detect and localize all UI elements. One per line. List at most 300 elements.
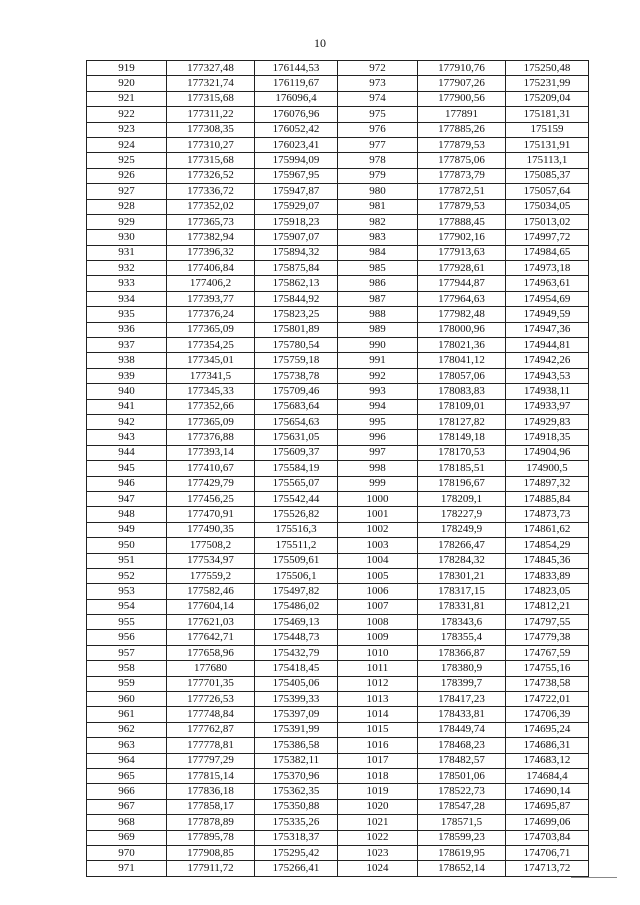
point-number-cell: 984 [338,245,418,260]
y-coordinate-cell: 175823,25 [255,307,338,322]
point-number-cell: 956 [87,630,167,645]
x-coordinate-cell: 177762,87 [167,722,255,737]
x-coordinate-cell: 178301,21 [418,568,506,583]
point-number-cell: 1021 [338,815,418,830]
point-number-cell: 996 [338,430,418,445]
y-coordinate-cell: 175181,31 [506,107,589,122]
y-coordinate-cell: 175386,58 [255,738,338,753]
x-coordinate-cell: 178599,23 [418,830,506,845]
y-coordinate-cell: 176119,67 [255,76,338,91]
point-number-cell: 1000 [338,491,418,506]
x-coordinate-cell: 177470,91 [167,507,255,522]
table-row [87,61,589,76]
y-coordinate-cell: 175057,64 [506,184,589,199]
y-coordinate-cell: 174703,84 [506,830,589,845]
y-coordinate-cell: 175370,96 [255,768,338,783]
x-coordinate-cell: 177336,72 [167,184,255,199]
x-coordinate-cell: 177321,74 [167,76,255,91]
point-number-cell: 965 [87,768,167,783]
y-coordinate-cell: 174690,14 [506,784,589,799]
y-coordinate-cell: 175405,06 [255,676,338,691]
x-coordinate-cell: 177895,78 [167,830,255,845]
x-coordinate-cell: 178083,83 [418,384,506,399]
point-number-cell: 920 [87,76,167,91]
x-coordinate-cell: 177885,26 [418,122,506,137]
y-coordinate-cell: 175318,37 [255,830,338,845]
x-coordinate-cell: 177964,63 [418,291,506,306]
point-number-cell: 931 [87,245,167,260]
point-number-cell: 953 [87,584,167,599]
y-coordinate-cell: 175918,23 [255,214,338,229]
point-number-cell: 966 [87,784,167,799]
y-coordinate-cell: 174779,38 [506,630,589,645]
x-coordinate-cell: 177910,76 [418,61,506,76]
coordinates-table-body [87,61,589,877]
x-coordinate-cell: 178196,67 [418,476,506,491]
x-coordinate-cell: 178331,81 [418,599,506,614]
y-coordinate-cell: 174929,83 [506,414,589,429]
point-number-cell: 954 [87,599,167,614]
y-coordinate-cell: 174938,11 [506,384,589,399]
x-coordinate-cell: 178127,82 [418,414,506,429]
table-row [87,830,589,845]
y-coordinate-cell: 175391,99 [255,722,338,737]
point-number-cell: 943 [87,430,167,445]
point-number-cell: 939 [87,368,167,383]
y-coordinate-cell: 174845,36 [506,553,589,568]
table-row [87,107,589,122]
point-number-cell: 1018 [338,768,418,783]
x-coordinate-cell: 177396,32 [167,245,255,260]
y-coordinate-cell: 174954,69 [506,291,589,306]
point-number-cell: 988 [338,307,418,322]
table-row [87,214,589,229]
point-number-cell: 979 [338,168,418,183]
x-coordinate-cell: 177490,35 [167,522,255,537]
y-coordinate-cell: 175159 [506,122,589,137]
point-number-cell: 987 [338,291,418,306]
point-number-cell: 936 [87,322,167,337]
point-number-cell: 958 [87,661,167,676]
y-coordinate-cell: 174686,31 [506,738,589,753]
point-number-cell: 952 [87,568,167,583]
point-number-cell: 1004 [338,553,418,568]
table-row [87,399,589,414]
point-number-cell: 960 [87,692,167,707]
x-coordinate-cell: 177913,63 [418,245,506,260]
x-coordinate-cell: 178227,9 [418,507,506,522]
point-number-cell: 944 [87,445,167,460]
x-coordinate-cell: 178209,1 [418,491,506,506]
x-coordinate-cell: 178433,81 [418,707,506,722]
y-coordinate-cell: 175382,11 [255,753,338,768]
point-number-cell: 976 [338,122,418,137]
x-coordinate-cell: 177410,67 [167,461,255,476]
table-row [87,384,589,399]
x-coordinate-cell: 177393,14 [167,445,255,460]
x-coordinate-cell: 177875,06 [418,153,506,168]
y-coordinate-cell: 175013,02 [506,214,589,229]
point-number-cell: 978 [338,153,418,168]
y-coordinate-cell: 175335,26 [255,815,338,830]
x-coordinate-cell: 177797,29 [167,753,255,768]
footer-rule [571,877,617,878]
x-coordinate-cell: 177836,18 [167,784,255,799]
y-coordinate-cell: 174984,65 [506,245,589,260]
point-number-cell: 998 [338,461,418,476]
x-coordinate-cell: 178041,12 [418,353,506,368]
x-coordinate-cell: 178170,53 [418,445,506,460]
x-coordinate-cell: 177345,33 [167,384,255,399]
x-coordinate-cell: 178185,51 [418,461,506,476]
table-row [87,538,589,553]
table-row [87,414,589,429]
x-coordinate-cell: 177604,14 [167,599,255,614]
y-coordinate-cell: 175516,3 [255,522,338,537]
point-number-cell: 968 [87,815,167,830]
point-number-cell: 1006 [338,584,418,599]
table-row [87,245,589,260]
table-row [87,353,589,368]
x-coordinate-cell: 177879,53 [418,137,506,152]
x-coordinate-cell: 177352,66 [167,399,255,414]
table-row [87,815,589,830]
y-coordinate-cell: 175397,09 [255,707,338,722]
point-number-cell: 961 [87,707,167,722]
x-coordinate-cell: 178284,32 [418,553,506,568]
y-coordinate-cell: 175844,92 [255,291,338,306]
y-coordinate-cell: 175526,82 [255,507,338,522]
x-coordinate-cell: 177726,53 [167,692,255,707]
y-coordinate-cell: 175469,13 [255,615,338,630]
y-coordinate-cell: 176076,96 [255,107,338,122]
table-row [87,768,589,783]
y-coordinate-cell: 175266,41 [255,861,338,876]
table-row [87,261,589,276]
point-number-cell: 993 [338,384,418,399]
point-number-cell: 923 [87,122,167,137]
point-number-cell: 1012 [338,676,418,691]
x-coordinate-cell: 177393,77 [167,291,255,306]
x-coordinate-cell: 177908,85 [167,845,255,860]
x-coordinate-cell: 177872,51 [418,184,506,199]
table-row [87,707,589,722]
x-coordinate-cell: 178522,73 [418,784,506,799]
x-coordinate-cell: 177406,84 [167,261,255,276]
y-coordinate-cell: 175801,89 [255,322,338,337]
x-coordinate-cell: 178501,06 [418,768,506,783]
point-number-cell: 972 [338,61,418,76]
y-coordinate-cell: 174933,97 [506,399,589,414]
x-coordinate-cell: 177944,87 [418,276,506,291]
point-number-cell: 919 [87,61,167,76]
x-coordinate-cell: 177982,48 [418,307,506,322]
y-coordinate-cell: 175654,63 [255,414,338,429]
point-number-cell: 970 [87,845,167,860]
point-number-cell: 1009 [338,630,418,645]
y-coordinate-cell: 174684,4 [506,768,589,783]
point-number-cell: 1011 [338,661,418,676]
y-coordinate-cell: 175759,18 [255,353,338,368]
y-coordinate-cell: 175506,1 [255,568,338,583]
point-number-cell: 962 [87,722,167,737]
point-number-cell: 1002 [338,522,418,537]
point-number-cell: 951 [87,553,167,568]
x-coordinate-cell: 177559,2 [167,568,255,583]
y-coordinate-cell: 175511,2 [255,538,338,553]
point-number-cell: 1020 [338,799,418,814]
x-coordinate-cell: 178380,9 [418,661,506,676]
point-number-cell: 925 [87,153,167,168]
y-coordinate-cell: 175509,61 [255,553,338,568]
point-number-cell: 967 [87,799,167,814]
y-coordinate-cell: 174897,32 [506,476,589,491]
table-row [87,753,589,768]
y-coordinate-cell: 175131,91 [506,137,589,152]
table-row [87,430,589,445]
x-coordinate-cell: 177327,48 [167,61,255,76]
point-number-cell: 1024 [338,861,418,876]
x-coordinate-cell: 177858,17 [167,799,255,814]
y-coordinate-cell: 174706,71 [506,845,589,860]
x-coordinate-cell: 178021,36 [418,338,506,353]
point-number-cell: 973 [338,76,418,91]
point-number-cell: 1008 [338,615,418,630]
y-coordinate-cell: 174854,29 [506,538,589,553]
y-coordinate-cell: 175875,84 [255,261,338,276]
point-number-cell: 983 [338,230,418,245]
point-number-cell: 1001 [338,507,418,522]
table-row [87,461,589,476]
x-coordinate-cell: 177382,94 [167,230,255,245]
point-number-cell: 991 [338,353,418,368]
y-coordinate-cell: 175994,09 [255,153,338,168]
y-coordinate-cell: 175683,64 [255,399,338,414]
table-row [87,599,589,614]
x-coordinate-cell: 177365,09 [167,322,255,337]
x-coordinate-cell: 178652,14 [418,861,506,876]
point-number-cell: 981 [338,199,418,214]
x-coordinate-cell: 177365,73 [167,214,255,229]
x-coordinate-cell: 177376,24 [167,307,255,322]
y-coordinate-cell: 174812,21 [506,599,589,614]
point-number-cell: 932 [87,261,167,276]
x-coordinate-cell: 177873,79 [418,168,506,183]
x-coordinate-cell: 177365,09 [167,414,255,429]
x-coordinate-cell: 177911,72 [167,861,255,876]
point-number-cell: 986 [338,276,418,291]
x-coordinate-cell: 177879,53 [418,199,506,214]
y-coordinate-cell: 175584,19 [255,461,338,476]
x-coordinate-cell: 177315,68 [167,153,255,168]
table-row [87,445,589,460]
table-row [87,199,589,214]
y-coordinate-cell: 175631,05 [255,430,338,445]
point-number-cell: 927 [87,184,167,199]
y-coordinate-cell: 174949,59 [506,307,589,322]
y-coordinate-cell: 175929,07 [255,199,338,214]
point-number-cell: 980 [338,184,418,199]
point-number-cell: 933 [87,276,167,291]
y-coordinate-cell: 174722,01 [506,692,589,707]
x-coordinate-cell: 177902,16 [418,230,506,245]
table-row [87,584,589,599]
point-number-cell: 937 [87,338,167,353]
table-row [87,615,589,630]
y-coordinate-cell: 174873,73 [506,507,589,522]
table-row [87,338,589,353]
table-row [87,676,589,691]
y-coordinate-cell: 175738,78 [255,368,338,383]
x-coordinate-cell: 178057,06 [418,368,506,383]
y-coordinate-cell: 174904,96 [506,445,589,460]
y-coordinate-cell: 175947,87 [255,184,338,199]
y-coordinate-cell: 174767,59 [506,645,589,660]
y-coordinate-cell: 174713,72 [506,861,589,876]
point-number-cell: 935 [87,307,167,322]
x-coordinate-cell: 177582,46 [167,584,255,599]
x-coordinate-cell: 177778,81 [167,738,255,753]
point-number-cell: 963 [87,738,167,753]
y-coordinate-cell: 174797,55 [506,615,589,630]
x-coordinate-cell: 178547,28 [418,799,506,814]
point-number-cell: 1015 [338,722,418,737]
x-coordinate-cell: 177376,88 [167,430,255,445]
point-number-cell: 1003 [338,538,418,553]
x-coordinate-cell: 178266,47 [418,538,506,553]
x-coordinate-cell: 178343,6 [418,615,506,630]
point-number-cell: 1007 [338,599,418,614]
x-coordinate-cell: 177658,96 [167,645,255,660]
table-row [87,661,589,676]
x-coordinate-cell: 178417,23 [418,692,506,707]
table-row [87,137,589,152]
x-coordinate-cell: 178366,87 [418,645,506,660]
point-number-cell: 995 [338,414,418,429]
table-row [87,568,589,583]
y-coordinate-cell: 174833,89 [506,568,589,583]
point-number-cell: 977 [338,137,418,152]
y-coordinate-cell: 174738,58 [506,676,589,691]
x-coordinate-cell: 177928,61 [418,261,506,276]
table-row [87,522,589,537]
point-number-cell: 942 [87,414,167,429]
y-coordinate-cell: 174683,12 [506,753,589,768]
y-coordinate-cell: 175497,82 [255,584,338,599]
x-coordinate-cell: 177748,84 [167,707,255,722]
x-coordinate-cell: 177891 [418,107,506,122]
y-coordinate-cell: 175350,88 [255,799,338,814]
x-coordinate-cell: 177900,56 [418,91,506,106]
x-coordinate-cell: 178482,57 [418,753,506,768]
x-coordinate-cell: 177315,68 [167,91,255,106]
table-row [87,276,589,291]
y-coordinate-cell: 175565,07 [255,476,338,491]
y-coordinate-cell: 174861,62 [506,522,589,537]
table-row [87,845,589,860]
table-row [87,645,589,660]
y-coordinate-cell: 174963,61 [506,276,589,291]
y-coordinate-cell: 175709,46 [255,384,338,399]
y-coordinate-cell: 174997,72 [506,230,589,245]
x-coordinate-cell: 177888,45 [418,214,506,229]
y-coordinate-cell: 176144,53 [255,61,338,76]
x-coordinate-cell: 177878,89 [167,815,255,830]
point-number-cell: 946 [87,476,167,491]
y-coordinate-cell: 174823,05 [506,584,589,599]
table-row [87,491,589,506]
x-coordinate-cell: 177534,97 [167,553,255,568]
point-number-cell: 934 [87,291,167,306]
x-coordinate-cell: 177642,71 [167,630,255,645]
y-coordinate-cell: 174755,16 [506,661,589,676]
y-coordinate-cell: 175295,42 [255,845,338,860]
point-number-cell: 999 [338,476,418,491]
point-number-cell: 941 [87,399,167,414]
point-number-cell: 964 [87,753,167,768]
table-row [87,122,589,137]
point-number-cell: 969 [87,830,167,845]
x-coordinate-cell: 178571,5 [418,815,506,830]
y-coordinate-cell: 174943,53 [506,368,589,383]
y-coordinate-cell: 174695,24 [506,722,589,737]
y-coordinate-cell: 175250,48 [506,61,589,76]
point-number-cell: 940 [87,384,167,399]
point-number-cell: 985 [338,261,418,276]
point-number-cell: 945 [87,461,167,476]
point-number-cell: 989 [338,322,418,337]
table-row [87,168,589,183]
point-number-cell: 1023 [338,845,418,860]
y-coordinate-cell: 175209,04 [506,91,589,106]
point-number-cell: 990 [338,338,418,353]
coordinates-table [86,60,589,877]
y-coordinate-cell: 174973,18 [506,261,589,276]
x-coordinate-cell: 177326,52 [167,168,255,183]
y-coordinate-cell: 175113,1 [506,153,589,168]
y-coordinate-cell: 175894,32 [255,245,338,260]
point-number-cell: 957 [87,645,167,660]
point-number-cell: 1014 [338,707,418,722]
x-coordinate-cell: 177311,22 [167,107,255,122]
table-row [87,799,589,814]
table-row [87,861,589,876]
point-number-cell: 997 [338,445,418,460]
y-coordinate-cell: 175362,35 [255,784,338,799]
y-coordinate-cell: 175085,37 [506,168,589,183]
x-coordinate-cell: 178149,18 [418,430,506,445]
y-coordinate-cell: 175862,13 [255,276,338,291]
table-row [87,307,589,322]
table-row [87,692,589,707]
y-coordinate-cell: 175418,45 [255,661,338,676]
point-number-cell: 1013 [338,692,418,707]
x-coordinate-cell: 178317,15 [418,584,506,599]
point-number-cell: 959 [87,676,167,691]
point-number-cell: 994 [338,399,418,414]
point-number-cell: 950 [87,538,167,553]
y-coordinate-cell: 174699,06 [506,815,589,830]
table-row [87,784,589,799]
x-coordinate-cell: 177429,79 [167,476,255,491]
y-coordinate-cell: 175034,05 [506,199,589,214]
y-coordinate-cell: 176052,42 [255,122,338,137]
point-number-cell: 928 [87,199,167,214]
y-coordinate-cell: 174942,26 [506,353,589,368]
x-coordinate-cell: 178449,74 [418,722,506,737]
x-coordinate-cell: 177621,03 [167,615,255,630]
x-coordinate-cell: 177310,27 [167,137,255,152]
